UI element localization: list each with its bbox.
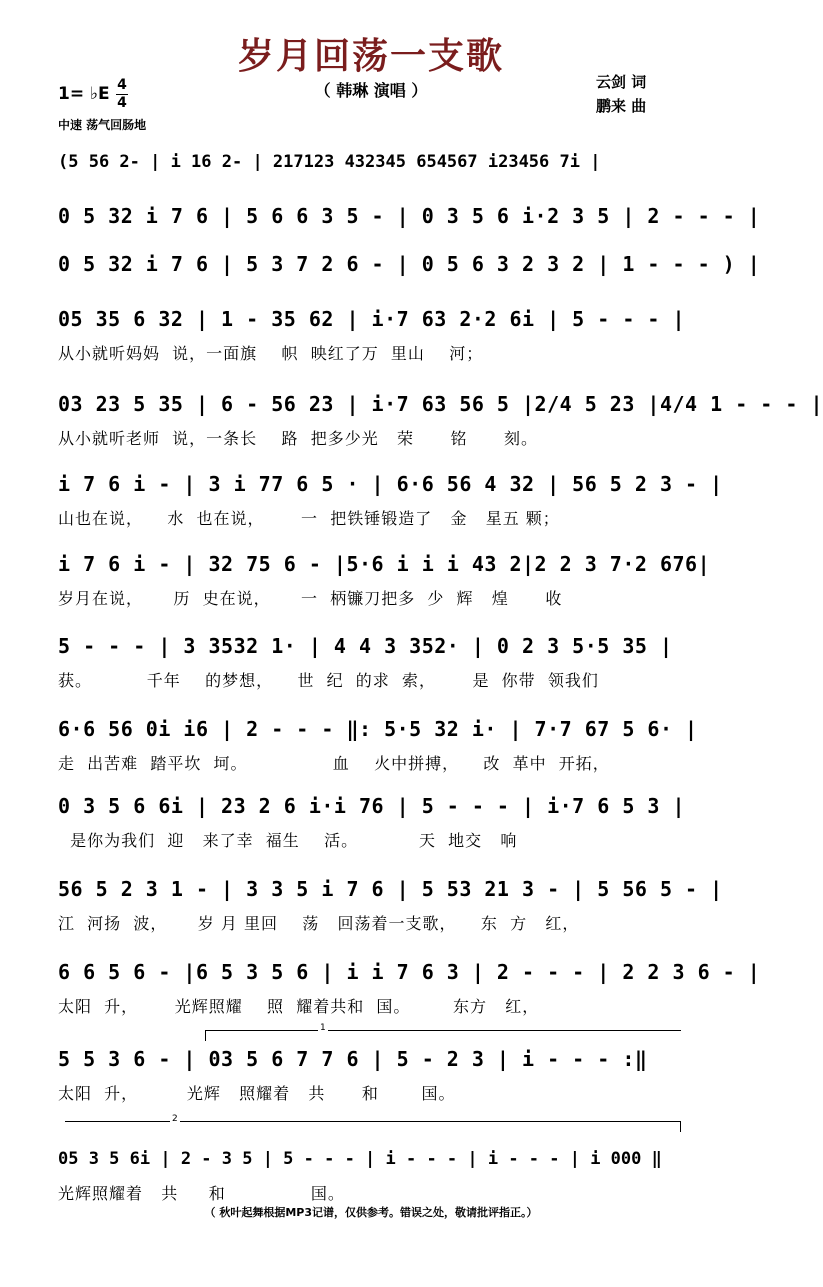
time-bottom: 4 <box>117 95 127 111</box>
volta-first-number: 1 <box>320 1023 326 1033</box>
score-row <box>0 875 742 945</box>
lyrics-line: 太阳 升， 光辉照耀 照 耀着共和 国。 东方 红， <box>58 996 540 1016</box>
score-row <box>0 390 823 460</box>
notation-line: 0 5 32 i 7 6 | 5 6 6 3 5 - | 0 3 5 6 i·2 3 5 | 2 - - - | <box>58 204 761 228</box>
score-row <box>0 958 761 1028</box>
time-signature <box>116 78 128 111</box>
lyrics-line: 走 出苦难 踏平坎 坷。 血 火中拼搏， 改 革中 开拓， <box>58 753 610 773</box>
notation-line: 0 5 32 i 7 6 | 5 3 7 2 6 - | 0 5 6 3 2 3 2 | 1 - - - ) | <box>58 252 761 276</box>
credits <box>596 70 646 118</box>
notation-line: i 7 6 i - | 32 75 6 - |5·6 i i i 43 2|2 2 3 7·2 676| <box>58 552 711 576</box>
singer-label: （ 韩琳 演唱 ） <box>314 81 428 100</box>
time-top: 4 <box>117 77 127 93</box>
volta-second <box>65 1114 681 1132</box>
notation-line: 03 23 5 35 | 6 - 56 23 | i·7 63 56 5 |2/4 5 23 |4/4 1 - - - | <box>58 392 823 416</box>
volta-first <box>205 1023 681 1041</box>
score-row <box>0 632 742 702</box>
lyrics-line: 从小就听老师 说，一条长 路 把多少光 荣 铭 刻。 <box>58 428 538 448</box>
score-row <box>0 792 742 862</box>
key-signature: 1= ♭E <box>58 84 110 104</box>
notation-line: 6 6 5 6 - |6 5 3 5 6 | i i 7 6 3 | 2 - - - | 2 2 3 6 - | <box>58 960 761 984</box>
notation-line: 5 - - - | 3 3532 1· | 4 4 3 352· | 0 2 3 5·5 35 | <box>58 634 673 658</box>
notation-line: i 7 6 i - | 3 i 77 6 5 · | 6·6 56 4 32 | 56 5 2 3 - | <box>58 472 723 496</box>
score-row <box>0 1045 742 1115</box>
notation-line: (5 56 2- | i 16 2- | 217123 432345 654567 i23456 7i | <box>58 152 601 172</box>
lyrics-line: 从小就听妈妈 说，一面旗 帜 映红了万 里山 河； <box>58 343 484 363</box>
score-row <box>0 470 742 540</box>
lyrics-line: 山也在说， 水 也在说， 一 把铁锤锻造了 金 星五 颗； <box>58 508 560 528</box>
volta-second-number: 2 <box>172 1114 178 1124</box>
lyrics-line: 光辉照耀着 共 和 国。 <box>58 1183 345 1203</box>
lyricist-label: 云剑 词 <box>596 73 647 91</box>
composer-label: 鹏来 曲 <box>596 97 647 115</box>
lyrics-line: 太阳 升， 光辉 照耀着 共 和 国。 <box>58 1083 456 1103</box>
lyrics-line: 获。 千年 的梦想， 世 纪 的求 索， 是 你带 领我们 <box>58 670 599 690</box>
footnote: （ 秋叶起舞根据MP3记谱，仅供参考。错误之处，敬请批评指正。） <box>204 1206 538 1219</box>
lyrics-line: 江 河扬 波， 岁 月 里回 荡 回荡着一支歌， 东 方 红， <box>58 913 580 933</box>
score-row <box>0 550 742 620</box>
notation-line: 6·6 56 0i i6 | 2 - - - ‖: 5·5 32 i· | 7·7 67 5 6· | <box>58 717 698 741</box>
score-row <box>0 715 742 785</box>
song-title: 岁月回荡一支歌 <box>237 35 504 77</box>
notation-line: 05 35 6 32 | 1 - 35 62 | i·7 63 2·2 6i | 5 - - - | <box>58 307 686 331</box>
notation-line: 0 3 5 6 6i | 23 2 6 i·i 76 | 5 - - - | i·7 6 5 3 | <box>58 794 686 818</box>
tempo-marking: 中速 荡气回肠地 <box>58 118 147 132</box>
lyrics-line: 是你为我们 迎 来了幸 福生 活。 天 地交 响 <box>58 830 518 850</box>
score-row <box>0 305 742 375</box>
lyrics-line: 岁月在说， 历 史在说， 一 柄镰刀把多 少 辉 煌 收 <box>58 588 563 608</box>
notation-line: 5 5 3 6 - | 03 5 6 7 7 6 | 5 - 2 3 | i - - - :‖ <box>58 1047 648 1071</box>
notation-line: 05 3 5 6i | 2 - 3 5 | 5 - - - | i - - - | i - - - | i 000 ‖ <box>58 1149 662 1169</box>
notation-line: 56 5 2 3 1 - | 3 3 5 i 7 6 | 5 53 21 3 - | 5 56 5 - | <box>58 877 723 901</box>
